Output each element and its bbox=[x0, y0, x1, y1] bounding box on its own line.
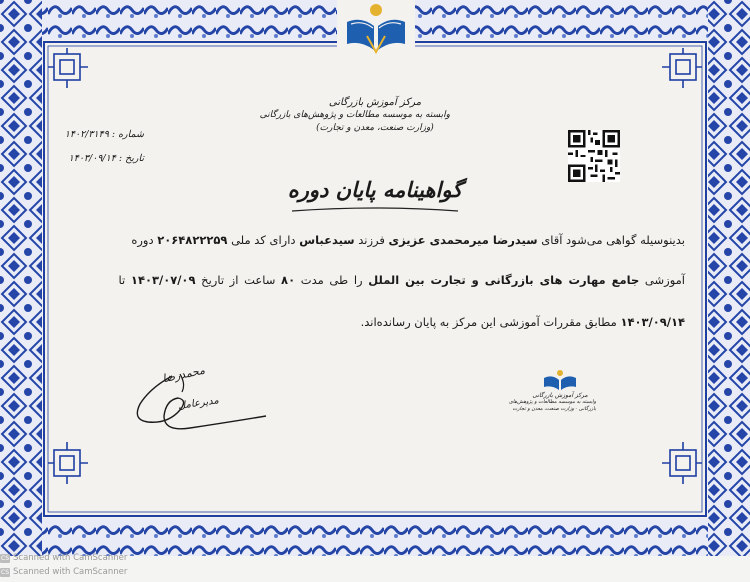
end-date: ۱۴۰۳/۰۹/۱۴ bbox=[620, 315, 685, 329]
body-text: ساعت از تاریخ bbox=[201, 273, 276, 287]
certificate-number bbox=[65, 129, 144, 140]
certificate-title: گواهینامه پایان دوره bbox=[287, 177, 463, 202]
signatory-role: مدیرعامل bbox=[177, 395, 220, 412]
date-value: ۱۴۰۳/۰۹/۱۴ bbox=[68, 153, 116, 164]
body-line-2 bbox=[119, 272, 685, 288]
scanner-watermark-2 bbox=[0, 567, 127, 577]
scanner-watermark-1 bbox=[0, 553, 127, 563]
national-id: ۲۰۶۴۸۲۲۲۵۹ bbox=[157, 233, 228, 247]
body-text: بدینوسیله گواهی می‌شود آقای bbox=[541, 233, 685, 247]
organization-header bbox=[259, 96, 450, 135]
body-text: تا bbox=[118, 273, 126, 287]
body-text: را طی مدت bbox=[300, 273, 363, 287]
body-text: آموزشی bbox=[644, 273, 685, 287]
start-date: ۱۴۰۳/۰۷/۰۹ bbox=[130, 273, 196, 287]
scanner-label: Scanned with CamScanner bbox=[13, 567, 128, 577]
recipient-name: سیدرضا میرمحمدی عزیزی bbox=[388, 233, 538, 247]
seal-text bbox=[509, 392, 596, 413]
body-text: دوره bbox=[131, 233, 154, 247]
body-text: مطابق مقررات آموزشی این مرکز به پایان رسانده‌اند. bbox=[360, 315, 617, 329]
body-line-1 bbox=[131, 232, 685, 248]
number-label: شماره : bbox=[111, 129, 144, 140]
number-value: ۱۴۰۲/۳۱۴۹ bbox=[64, 129, 109, 140]
seal-line-3: بازرگانی - وزارت صنعت، معدن و تجارت bbox=[512, 406, 596, 412]
certificate-date bbox=[69, 153, 144, 164]
body-text: فرزند bbox=[358, 233, 385, 247]
scanner-label: Scanned with CamScanner bbox=[13, 553, 128, 563]
title-underline bbox=[290, 205, 460, 215]
seal-line-2: وابسته به موسسه مطالعات و پژوهش‌های bbox=[509, 399, 596, 405]
org-name: مرکز آموزش بازرگانی bbox=[328, 97, 422, 108]
handwritten-signature-icon bbox=[120, 370, 270, 440]
body-line-3 bbox=[361, 314, 685, 330]
course-name: جامع مهارت های بازرگانی و تجارت بین الملل bbox=[368, 273, 640, 287]
father-name: سیدعباس bbox=[299, 233, 355, 247]
seal-line-1: مرکز آموزش بازرگانی bbox=[532, 392, 588, 399]
course-hours: ۸۰ bbox=[281, 273, 296, 287]
organization-logo-icon bbox=[337, 0, 415, 58]
camscanner-icon: CS bbox=[1, 568, 9, 576]
signatory-name: محمدرضا bbox=[161, 363, 207, 386]
camscanner-icon: CS bbox=[1, 554, 9, 562]
qr-code-icon bbox=[568, 130, 620, 182]
body-text: دارای کد ملی bbox=[231, 233, 296, 247]
date-label: تاریخ : bbox=[118, 153, 144, 164]
org-ministry: (وزارت صنعت، معدن و تجارت) bbox=[316, 123, 434, 133]
org-affiliation: وابسته به موسسه مطالعات و پژوهش‌های بازرگانی bbox=[259, 110, 450, 120]
organization-seal-icon bbox=[540, 368, 580, 392]
